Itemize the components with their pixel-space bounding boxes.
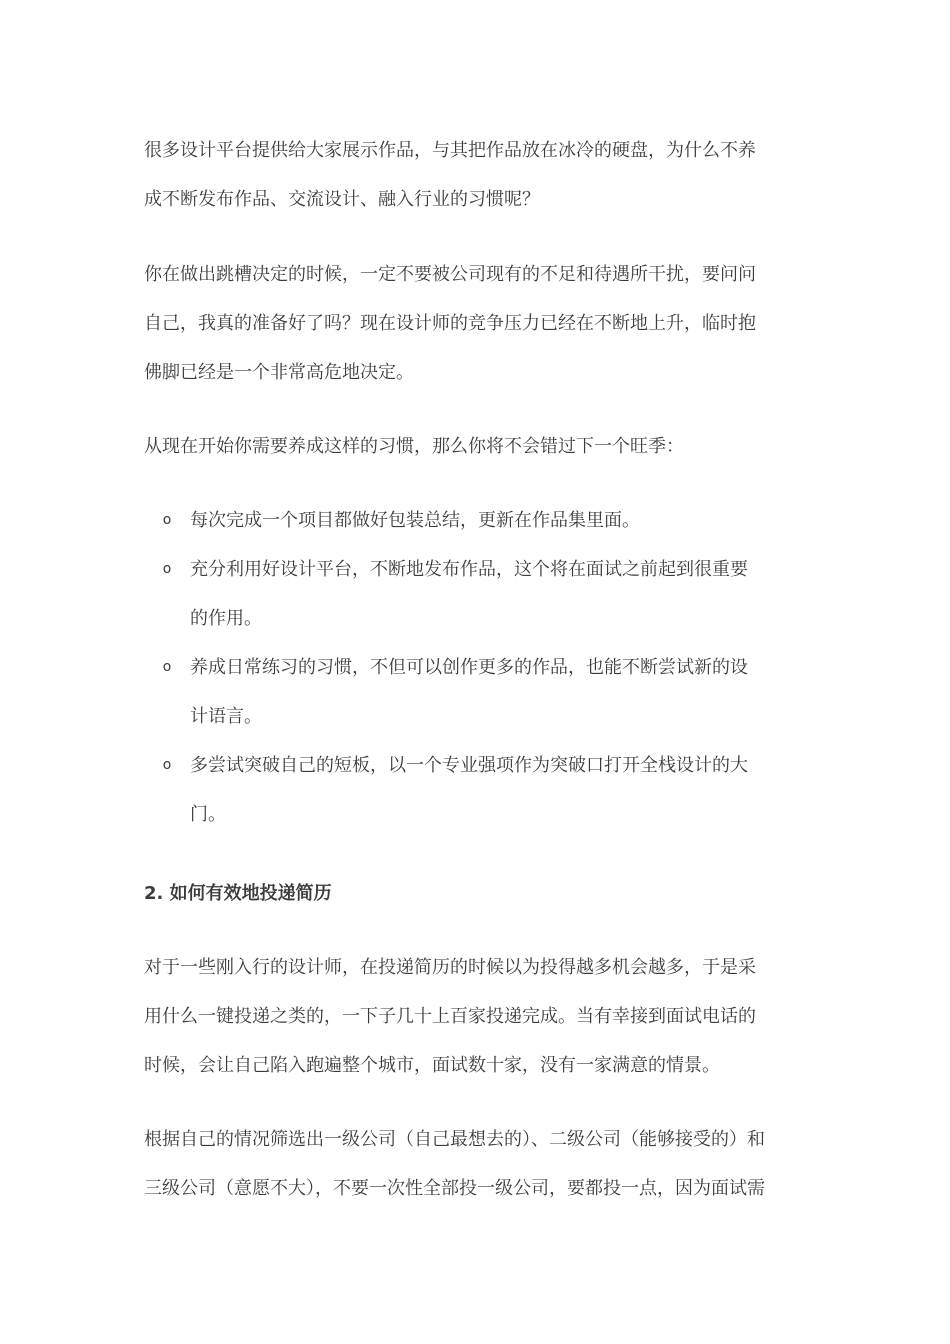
paragraph-portfolio-platforms xyxy=(144,126,808,224)
list-item-line: 充分利用好设计平台，不断地发布作品，这个将在面试之前起到很重要 xyxy=(190,559,748,580)
paragraph-line: 根据自己的情况筛选出一级公司（自己最想去的）、二级公司（能够接受的）和 xyxy=(144,1129,765,1150)
paragraph-line: 从现在开始你需要养成这样的习惯，那么你将不会错过下一个旺季： xyxy=(144,436,684,457)
list-item-line: 计语言。 xyxy=(190,706,262,727)
paragraph-line: 你在做出跳槽决定的时候，一定不要被公司现有的不足和待遇所干扰，要问问 xyxy=(144,264,756,285)
list-item xyxy=(0,741,950,839)
section-heading: 2. 如何有效地投递简历 xyxy=(144,883,332,904)
paragraph-habit-intro xyxy=(144,422,808,471)
paragraph-resume-mass-sending xyxy=(144,943,808,1090)
paragraph-line: 成不断发布作品、交流设计、融入行业的习惯呢？ xyxy=(144,189,540,210)
paragraph-line: 佛脚已经是一个非常高危地决定。 xyxy=(144,362,414,383)
bullet-circle-icon: o xyxy=(162,659,172,675)
bullet-circle-icon: o xyxy=(162,561,172,577)
list-item xyxy=(0,496,950,545)
bullet-circle-icon: o xyxy=(162,512,172,528)
list-item-line: 养成日常练习的习惯，不但可以创作更多的作品，也能不断尝试新的设 xyxy=(190,657,748,678)
list-item-line: 的作用。 xyxy=(190,608,262,629)
habit-list xyxy=(0,496,950,839)
bullet-circle-icon: o xyxy=(162,757,172,773)
list-item xyxy=(0,545,950,643)
paragraph-line: 三级公司（意愿不大），不要一次性全部投一级公司，要都投一点，因为面试需 xyxy=(144,1178,765,1199)
paragraph-line: 很多设计平台提供给大家展示作品，与其把作品放在冰冷的硬盘，为什么不养 xyxy=(144,140,756,161)
paragraph-company-tiers xyxy=(144,1115,808,1213)
list-item-line: 多尝试突破自己的短板，以一个专业强项作为突破口打开全栈设计的大 xyxy=(190,755,748,776)
paragraph-line: 用什么一键投递之类的，一下子几十上百家投递完成。当有幸接到面试电话的 xyxy=(144,1006,756,1027)
paragraph-line: 对于一些刚入行的设计师，在投递简历的时候以为投得越多机会越多，于是采 xyxy=(144,957,756,978)
list-item-line: 每次完成一个项目都做好包装总结，更新在作品集里面。 xyxy=(190,510,640,531)
list-item-line: 门。 xyxy=(190,804,226,825)
paragraph-job-hopping-decision xyxy=(144,250,808,397)
paragraph-line: 时候，会让自己陷入跑遍整个城市，面试数十家，没有一家满意的情景。 xyxy=(144,1055,720,1076)
paragraph-line: 自己，我真的准备好了吗？现在设计师的竞争压力已经在不断地上升，临时抱 xyxy=(144,313,756,334)
list-item xyxy=(0,643,950,741)
